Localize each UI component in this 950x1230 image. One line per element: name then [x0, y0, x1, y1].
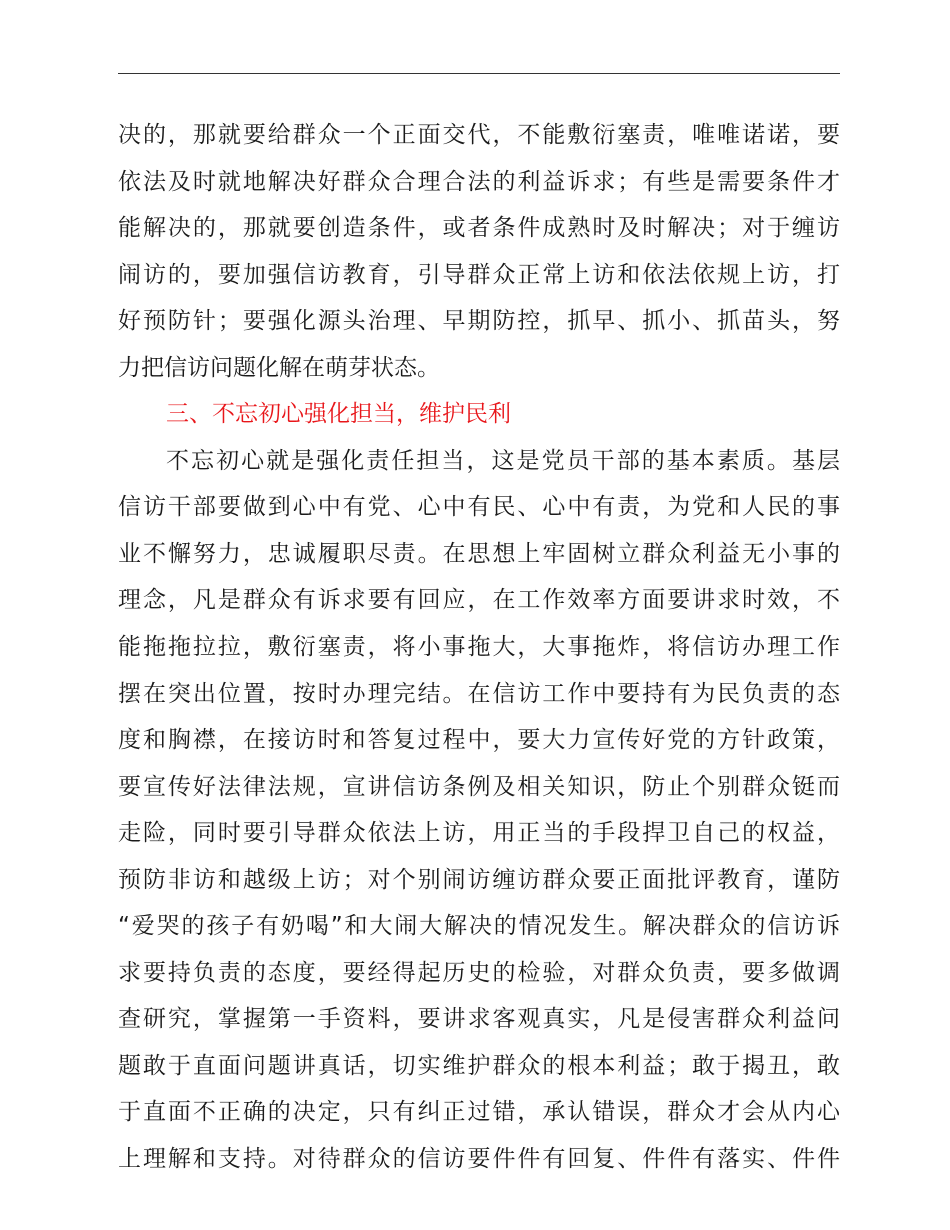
text-line: 上理解和支持。对待群众的信访要件件有回复、件件有落实、件件	[118, 1146, 840, 1173]
header-rule	[118, 73, 840, 74]
text-line: 闹访的，要加强信访教育，引导群众正常上访和依法依规上访，打	[118, 261, 840, 288]
text-line: 于直面不正确的决定，只有纠正过错，承认错误，群众才会从内心	[118, 1099, 840, 1126]
text-line: 能拖拖拉拉，敷衍塞责，将小事拖大，大事拖炸，将信访办理工作	[118, 634, 840, 661]
text-line: 决的，那就要给群众一个正面交代，不能敷衍塞责，唯唯诺诺，要	[118, 122, 840, 148]
text-line: 不忘初心就是强化责任担当，这是党员干部的基本素质。基层	[166, 447, 840, 474]
text-line: 查研究，掌握第一手资料，要讲求客观真实，凡是侵害群众利益问	[118, 1006, 840, 1033]
document-body	[118, 116, 840, 1187]
text-line: 理念，凡是群众有诉求要有回应，在工作效率方面要讲求时效，不	[118, 587, 840, 614]
text-line: 求要持负责的态度，要经得起历史的检验，对群众负责，要多做调	[118, 959, 840, 986]
text-line: “爱哭的孩子有奶喝”和大闹大解决的情况发生。解决群众的信访诉	[118, 913, 840, 940]
text-line: 要宣传好法律法规，宣讲信访条例及相关知识，防止个别群众铤而	[118, 773, 840, 800]
text-line: 走险，同时要引导群众依法上访，用正当的手段捍卫自己的权益，	[118, 820, 840, 847]
text-line: 摆在突出位置，按时办理完结。在信访工作中要持有为民负责的态	[118, 680, 840, 707]
section-heading: 三、不忘初心强化担当，维护民利	[166, 401, 511, 428]
text-line: 题敢于直面问题讲真话，切实维护群众的根本利益；敢于揭丑，敢	[118, 1052, 840, 1079]
text-line: 业不懈努力，忠诚履职尽责。在思想上牢固树立群众利益无小事的	[118, 540, 840, 567]
text-line: 依法及时就地解决好群众合理合法的利益诉求；有些是需要条件才	[118, 168, 840, 195]
text-line: 力把信访问题化解在萌芽状态。	[118, 354, 440, 381]
text-line: 信访干部要做到心中有党、心中有民、心中有责，为党和人民的事	[118, 494, 840, 521]
text-line: 好预防针；要强化源头治理、早期防控，抓早、抓小、抓苗头，努	[118, 308, 840, 335]
text-line: 能解决的，那就要创造条件，或者条件成熟时及时解决；对于缠访	[118, 215, 840, 242]
text-line: 预防非访和越级上访；对个别闹访缠访群众要正面批评教育，谨防	[118, 866, 840, 893]
text-line: 度和胸襟，在接访时和答复过程中，要大力宣传好党的方针政策，	[118, 727, 840, 754]
